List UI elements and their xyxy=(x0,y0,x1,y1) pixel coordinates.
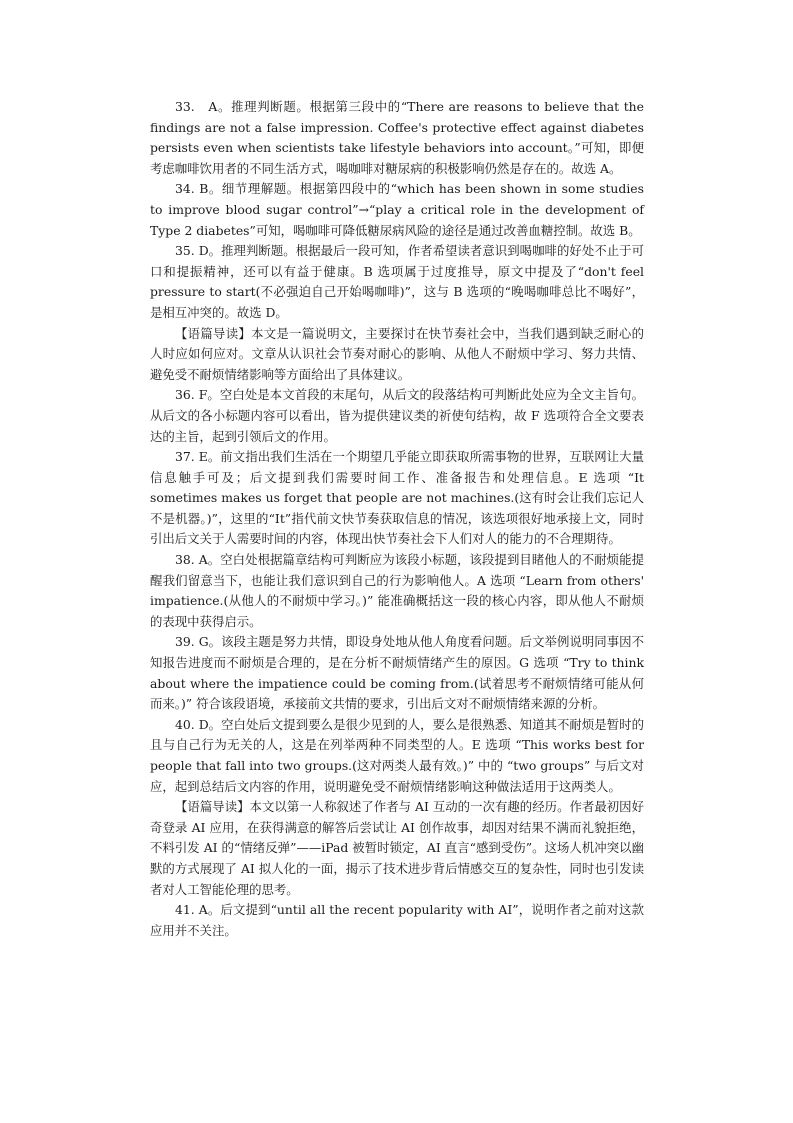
passage-guide-label: 【语篇导读】 xyxy=(175,325,252,341)
answer-explanation-page xyxy=(150,97,644,941)
passage-guide-1 xyxy=(150,324,644,386)
answer-39: 39. G。该段主题是努力共情，即设身处地从他人角度看问题。后文举例说明同事因不知报告进度而不耐烦是合理的，是在分析不耐烦情绪产生的原因。G 选项 “Try to think about where the impatience could be coming from.(试着思考不耐烦情绪可能从何而来。)” 符合该段语境，承接前文共情的要求，引出后文对不耐烦情绪来源的分析。 xyxy=(150,634,644,712)
answer-34: 34. B。细节理解题。根据第四段中的“which has been shown in some studies to improve blood sugar control”→“play a critical role in the development of Type 2 diabetes”可知，喝咖啡可降低糖尿病风险的途径是通过改善血糖控制。故选 B。 xyxy=(150,181,644,238)
answer-38: 38. A。空白处根据篇章结构可判断应为该段小标题，该段提到目睹他人的不耐烦能提醒我们留意当下，也能让我们意识到自己的行为影响他人。A 选项 “Learn from others' impatience.(从他人的不耐烦中学习。)” 能准确概括这一段的核心内容，即从他人不耐烦的表现中获得启示。 xyxy=(150,552,644,629)
answer-36: 36. F。空白处是本文首段的末尾句，从后文的段落结构可判断此处应为全文主旨句。从后文的各小标题内容可以看出，皆为提供建议类的祈使句结构，故 F 选项符合全文要表达的主旨，起到引领后文的作用。 xyxy=(150,387,644,444)
answer-41: 41. A。后文提到“until all the recent popularity with AI”，说明作者之前对这款应用并不关注。 xyxy=(150,902,644,938)
passage-guide-label: 【语篇导读】 xyxy=(175,799,250,815)
answer-33: 33. A。推理判断题。根据第三段中的“There are reasons to believe that the findings are not a false impression. Coffee's protective effect against diabetes persists even when scientists take lifestyle behaviors into account。”可知，即便考虑咖啡饮用者的不同生活方式，喝咖啡对糖尿病的积极影响仍然是存在的。故选 A。 xyxy=(150,99,644,176)
passage-guide-text: 本文是一篇说明文，主要探讨在快节奏社会中，当我们遇到缺乏耐心的人时应如何应对。文章从认识社会节奏对耐心的影响、从他人不耐烦中学习、努力共情、避免受不耐烦情绪影响等方面给出了具体建议。 xyxy=(150,325,645,382)
answer-35: 35. D。推理判断题。根据最后一段可知，作者希望读者意识到喝咖啡的好处不止于可口和提振精神，还可以有益于健康。B 选项属于过度推导，原文中提及了“don't feel pressure to start(不必强迫自己开始喝咖啡)”，这与 B 选项的“晚喝咖啡总比不喝好”，是相互冲突的。故选 D。 xyxy=(150,243,644,320)
answer-40: 40. D。空白处后文提到要么是很少见到的人，要么是很熟悉、知道其不耐烦是暂时的且与自己行为无关的人，这是在列举两种不同类型的人。E 选项 “This works best for people that fall into two groups.(这对两类人最有效。)” 中的 “two groups” 与后文对应，起到总结后文内容的作用，说明避免受不耐烦情绪影响这种做法适用于这两类人。 xyxy=(150,716,644,794)
passage-guide-text: 本文以第一人称叙述了作者与 AI 互动的一次有趣的经历。作者最初因好奇登录 AI 应用，在获得满意的解答后尝试让 AI 创作故事，却因对结果不满而礼貌拒绝，不料引发 AI 的“情绪反弹”——iPad 被暂时锁定，AI 直言“感到受伤”。这场人机冲突以幽默的方式展现了 AI 拟人化的一面，揭示了技术进步背后情感交互的复杂性，同时也引发读者对人工智能伦理的思考。 xyxy=(150,799,644,897)
answer-37: 37. E。前文指出我们生活在一个期望几乎能立即获取所需事物的世界，互联网让大量信息触手可及；后文提到我们需要时间工作、准备报告和处理信息。E 选项 “It sometimes makes us forget that people are not machines.(这有时会让我们忘记人不是机器。)”，这里的“It”指代前文快节奏获取信息的情况，该选项很好地承接上文，同时引出后文关于人需要时间的内容，体现出快节奏社会下人们对人的能力的不合理期待。 xyxy=(150,449,644,547)
passage-guide-2 xyxy=(150,797,644,900)
